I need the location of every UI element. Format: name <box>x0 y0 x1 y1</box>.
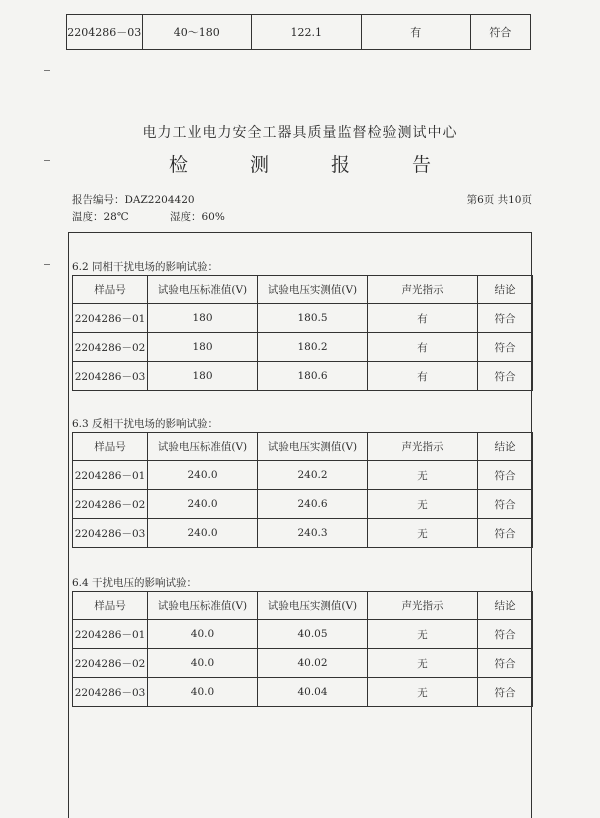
column-header: 声光指示 <box>368 276 478 304</box>
column-header: 试验电压实测值(V) <box>258 433 368 461</box>
column-header: 试验电压实测值(V) <box>258 276 368 304</box>
standard-voltage-cell: 180 <box>148 304 258 333</box>
conclusion-cell: 符合 <box>478 620 533 649</box>
signal-cell: 无 <box>368 620 478 649</box>
column-header: 结论 <box>478 276 533 304</box>
conclusion-cell: 符合 <box>478 490 533 519</box>
table-row <box>67 15 531 50</box>
sample-cell: 2204286－02 <box>73 649 148 678</box>
table-row <box>73 678 533 707</box>
column-header: 试验电压实测值(V) <box>258 592 368 620</box>
report-number: 报告编号：DAZ2204420 <box>72 194 195 206</box>
signal-cell: 无 <box>368 490 478 519</box>
standard-voltage-cell: 240.0 <box>148 519 258 548</box>
results-table-6-2 <box>72 275 533 391</box>
page-number: 第6页 共10页 <box>466 194 532 206</box>
conclusion-cell: 符合 <box>478 678 533 707</box>
table-row <box>73 333 533 362</box>
conclusion-cell: 符合 <box>478 304 533 333</box>
value-cell: 122.1 <box>251 15 361 50</box>
section-title-6-3: 6.3 反相干扰电场的影响试验： <box>72 418 219 430</box>
section-title-6-2: 6.2 同相干扰电场的影响试验： <box>72 261 219 273</box>
column-header: 样品号 <box>73 276 148 304</box>
measured-voltage-cell: 180.2 <box>258 333 368 362</box>
measured-voltage-cell: 180.6 <box>258 362 368 391</box>
organization-name: 电力工业电力安全工器具质量监督检验测试中心 <box>142 125 458 141</box>
signal-cell: 无 <box>368 519 478 548</box>
signal-cell: 有 <box>361 15 470 50</box>
conclusion-cell: 符合 <box>478 649 533 678</box>
standard-voltage-cell: 240.0 <box>148 461 258 490</box>
sample-cell: 2204286－03 <box>73 362 148 391</box>
conclusion-cell: 符合 <box>470 15 530 50</box>
sample-cell: 2204286－01 <box>73 304 148 333</box>
signal-cell: 有 <box>368 362 478 391</box>
standard-voltage-cell: 240.0 <box>148 490 258 519</box>
sample-cell: 2204286－03 <box>67 15 143 50</box>
table-row <box>73 620 533 649</box>
conclusion-cell: 符合 <box>478 362 533 391</box>
signal-cell: 无 <box>368 649 478 678</box>
results-table-6-3 <box>72 432 533 548</box>
range-cell: 40～180 <box>142 15 251 50</box>
sample-cell: 2204286－02 <box>73 490 148 519</box>
signal-cell: 无 <box>368 678 478 707</box>
sample-cell: 2204286－03 <box>73 519 148 548</box>
column-header: 样品号 <box>73 433 148 461</box>
measured-voltage-cell: 240.2 <box>258 461 368 490</box>
section-title-6-4: 6.4 干扰电压的影响试验： <box>72 577 198 589</box>
results-table-6-4 <box>72 591 533 707</box>
measured-voltage-cell: 240.6 <box>258 490 368 519</box>
standard-voltage-cell: 180 <box>148 333 258 362</box>
column-header: 试验电压标准值(V) <box>148 433 258 461</box>
table-row <box>73 649 533 678</box>
measured-voltage-cell: 240.3 <box>258 519 368 548</box>
signal-cell: 有 <box>368 333 478 362</box>
column-header: 样品号 <box>73 592 148 620</box>
measured-voltage-cell: 40.02 <box>258 649 368 678</box>
signal-cell: 无 <box>368 461 478 490</box>
column-header: 声光指示 <box>368 592 478 620</box>
column-header: 试验电压标准值(V) <box>148 592 258 620</box>
sample-cell: 2204286－01 <box>73 461 148 490</box>
table-header-row <box>73 592 533 620</box>
table-header-row <box>73 276 533 304</box>
sample-cell: 2204286－01 <box>73 620 148 649</box>
standard-voltage-cell: 40.0 <box>148 649 258 678</box>
table-row <box>73 362 533 391</box>
standard-voltage-cell: 40.0 <box>148 678 258 707</box>
table-row <box>73 304 533 333</box>
signal-cell: 有 <box>368 304 478 333</box>
table-row <box>73 519 533 548</box>
conclusion-cell: 符合 <box>478 461 533 490</box>
measured-voltage-cell: 180.5 <box>258 304 368 333</box>
scan-mark <box>44 264 50 265</box>
humidity: 湿度：60% <box>170 211 225 223</box>
measured-voltage-cell: 40.04 <box>258 678 368 707</box>
standard-voltage-cell: 40.0 <box>148 620 258 649</box>
standard-voltage-cell: 180 <box>148 362 258 391</box>
report-title: 检 测 报 告 <box>168 154 460 176</box>
sample-cell: 2204286－03 <box>73 678 148 707</box>
column-header: 声光指示 <box>368 433 478 461</box>
column-header: 试验电压标准值(V) <box>148 276 258 304</box>
table-header-row <box>73 433 533 461</box>
table-row <box>73 461 533 490</box>
column-header: 结论 <box>478 592 533 620</box>
scan-mark <box>44 70 50 71</box>
conclusion-cell: 符合 <box>478 333 533 362</box>
table-row <box>73 490 533 519</box>
temperature: 温度：28℃ <box>72 211 129 223</box>
column-header: 结论 <box>478 433 533 461</box>
sample-cell: 2204286－02 <box>73 333 148 362</box>
conclusion-cell: 符合 <box>478 519 533 548</box>
previous-table-fragment <box>66 14 531 50</box>
measured-voltage-cell: 40.05 <box>258 620 368 649</box>
